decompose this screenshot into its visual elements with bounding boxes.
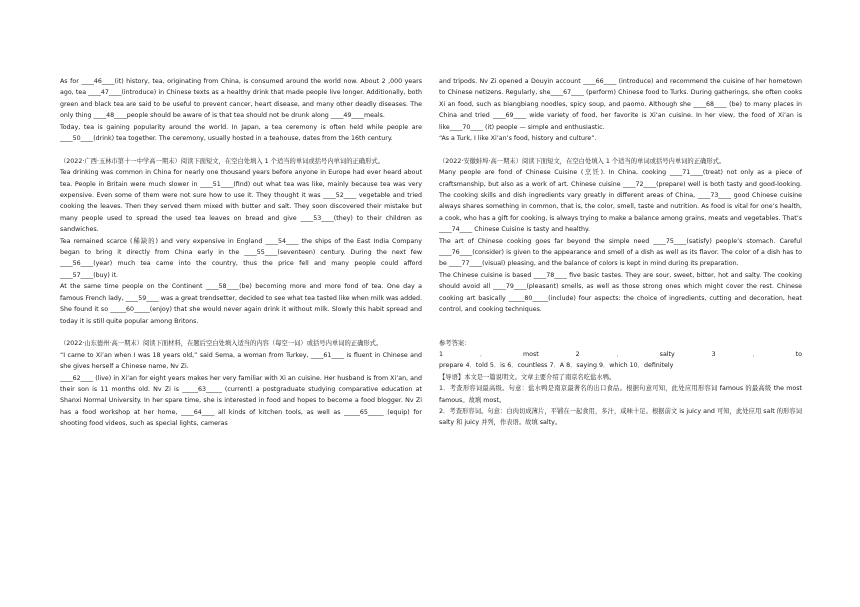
paragraph: ____62____ (live) in Xi’an for eight years makes her very familiar with Xi an cuisine. Her husband is from Xi’an, and their son is 11 months old. Nv Zi is _____63_____ (current) a postgraduate studying comparative education at Shanxi Normal University. In her spare time, she is interested in food and hopes to become a food blogger. Nv Zi has a food workshop at her home, ____64____ all kinds of kitchen tools, as well as _____65_____ (equip) for shooting food videos, such as special lights, cameras [60,374,422,428]
section-spacer [439,316,802,338]
paragraph: （2022·安徽蚌埠·高一期末）阅读下面短文，在空白处填入 1 个适当的单词或括号内单词的正确形式。 [439,157,726,165]
paragraph: （2022·山东德州·高一期末）阅读下面材料，在题后空白处填入适当的内容（每空一词）或括号内单词的正确形式。 [60,340,383,348]
paragraph: “I came to Xi’an when I was 18 years old,” said Sema, a woman from Turkey, ____61____ is fluent in Chinese and she gives herself a Chinese name, Nv Zi. [60,351,422,371]
paragraph: （2022·广西·玉林市第十一中学高一期末）阅读下面短文，在空白处填入 1 个适当的单词或括号内单词的正确形式。 [60,157,384,165]
paragraph: 参考答案： [439,339,471,347]
paragraph: and tripods. Nv Zi opened a Douyin account ____66____ (introduce) and recommend the cuisine of her hometown to Chinese netizens. Regularly, she____67____ (perform) Chinese food to Turks. During gatherings, she often cooks Xi an food, such as biangbiang noodles, spicy soup, and paomo. Although she ____68____ (be) to many places in China and tried ____69____ wide variety of food, her favorite is Xi’an cuisine. In her view, the food of Xi’an is like____70____ (it) people — simple and enthusiastic. [439,78,802,131]
paragraph: 1．考查形容词最高级。句意：盐水鸭是南京最著名的出口食品。根据句意可知，此处应用形容词 famous 的最高级 the most famous。故填 most。 [439,385,802,404]
answer-token: 3 [711,350,716,358]
paragraph: At the same time people on the Continent ____58____(be) becoming more and more fond of tea. One day a famous French lady, ____59____ was a great trendsetter, decided to see what tea tasted like when milk was added. She found it so _____60_____(enjoy) that she would never again drink it without milk. Slowly this habit spread and today it is still quite popular among Britons. [60,283,422,325]
paragraph-spacer [60,327,422,338]
answer-token: ． [616,350,623,358]
left-column [60,76,422,430]
answer-token: salty [659,350,675,358]
paragraph-spacer [60,144,422,155]
answer-token: 1 [439,350,444,358]
paragraph-spacer [439,144,802,155]
answer-token: to [795,350,802,358]
answer-token: ． [479,350,487,358]
paragraph: prepare 4．told 5．is 6．countless 7．A 8．saying 9．which 10．definitely [439,362,674,370]
paragraph: 【导语】本文是一篇说明文。文章主要介绍了南京名吃盐水鸭。 [439,373,616,381]
paragraph: Many people are fond of Chinese Cuisine (烹饪). In China, cooking ____71____(treat) not only as a piece of craftsmanship, but also as a work of art. Chinese cuisine ____72____(prepare) well is both tasty and good-looking. The cooking skills and dish ingredients vary greatly in different areas of China, ____73____ good Chinese cuisine always shares something in common, that is, the color, smell, taste and nutrition. As food is vital for one’s health, a cook, who has a gift for cooking, is always trying to make a balance among grains, meats and vegetables. That’s ____74____ Chinese Cuisine is tasty and healthy. [439,169,802,234]
paragraph: The art of Chinese cooking goes far beyond the simple need ____75____(satisfy) people’s stomach. Careful ____76____(consider) is given to the appearance and smell of a dish as well as its flavor. The color of a dish has to be ____77____(visual) pleasing, and the balance of colors is kept in mind during its preparation. [439,237,802,268]
answer-token: ． [752,350,759,358]
paragraph: The Chinese cuisine is based ____78____ five basic tastes. They are sour, sweet, bitter, hot and salty. The cooking should avoid all ____79____(pleasant) smells, as well as those strong ones which might cover the rest. Chinese cooking art basically _____80_____(include) four aspects: the choice of ingredients, cutting and decoration, heat control, and cooking techniques. [439,271,802,314]
paragraph: “As a Turk, I like Xi’an’s food, history and culture”. [439,135,597,143]
paragraph: Tea remained scarce (稀缺的) and very expensive in England ____54____ the ships of the East India Company began to bring it directly from China early in the ____55____(seventeen) century. During the next few ____56____(year) much tea came into the country, thus the price fell and many people could afford ____57____(buy) it. [60,237,422,279]
paragraph: 2．考查形容词。句意：白肉切成薄片，平铺在一起食用，多汁，咸味十足。根据前文 is juicy and 可知，此处应用 salt 的形容词 salty 和 juicy 并列，作表语。故填 salty。 [439,407,802,427]
answer-token: most [523,350,539,358]
answer-row [439,349,802,360]
answer-token: 2 [575,350,580,358]
paragraph: As for ____46____(it) history, tea, originating from China, is consumed around the world now. About 2 ,000 years ago, tea ____47____(introduce) in Chinese texts as a healthy drink that made people live longer. Additionally, both green and black tea are said to be useful to prevent cancer, heart disease, and many other deadly diseases. The only thing ____48____people should be aware of is that tea should not be drunk along ____49____meals. [60,78,422,120]
paragraph: Today, tea is gaining popularity around the world. In Japan, a tea ceremony is often held while people are ____50____(drink) tea together. The ceremony, usually hosted in a teahouse, dates from the 16th century. [60,123,422,143]
right-column [439,76,802,429]
paragraph: Tea drinking was common in China for nearly one thousand years before anyone in Europe had ever heard about tea. People in Britain were much slower in ____51____(find) out what tea was like, mainly because tea was very expensive. Even some of them were not sure how to use it. They thought it was ____52____ vegetable and tried cooking the leaves. Then they served them mixed with butter and salt. They soon discovered their mistake but many people used to spread the used tea leaves on bread and give ____53____(they) to their children as sandwiches. [60,169,422,234]
